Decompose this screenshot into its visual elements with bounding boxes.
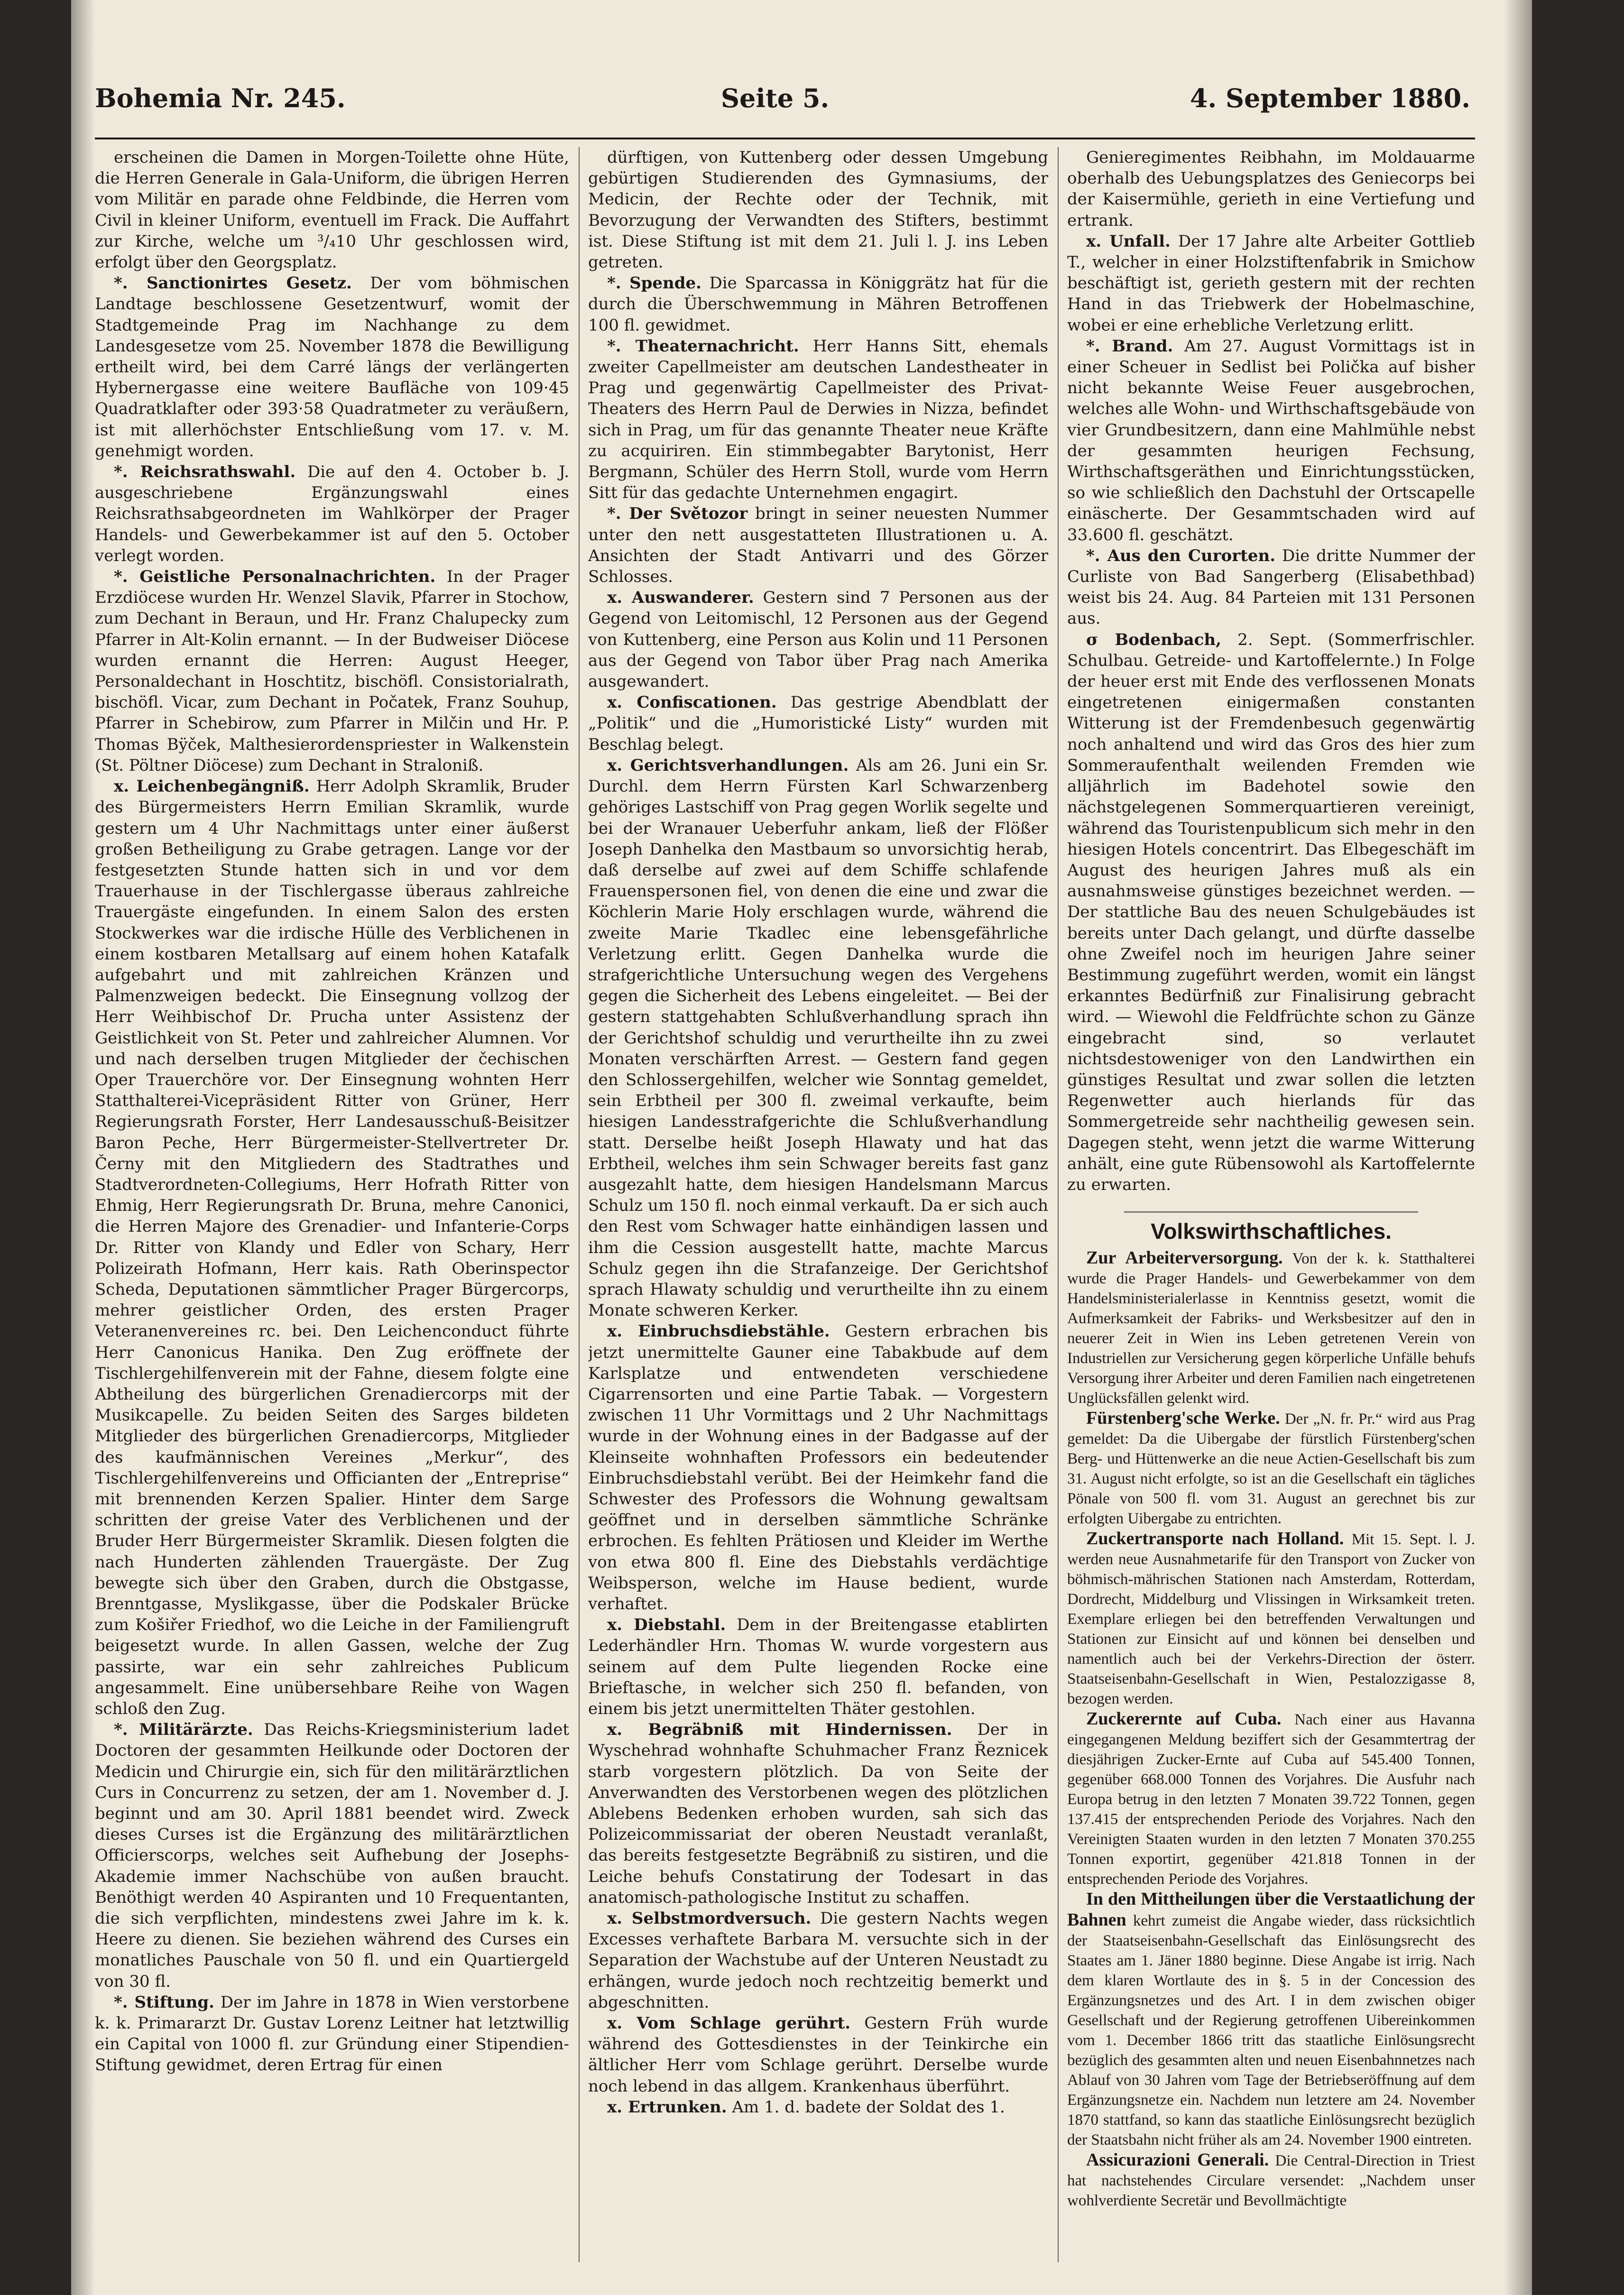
page-header [95,83,1470,121]
article-paragraph [588,2013,1048,2097]
article-text: Herr Hanns Sitt, ehemals zweiter Capellmeister am deutschen Landestheater in Prag und gegenwärtig Capellmeister des Privat-Theaters des Herrn Paul de Derwies in Nizza, befindet sich in Prag, um für das genannte Theater neue Kräfte zu acquiriren. Ein stimmbegabter Barytonist, Herr Bergmann, Schüler des Herrn Stoll, wurde vom Herrn Sitt für das gedachte Unternehmen engagirt. [588,336,1048,503]
article-text: Die gestern Nachts wegen Excesses verhaftete Barbara M. versuchte sich in der Separation der Wachstube auf der Unteren Neustadt zu erhängen, wurde jedoch noch rechtzeitig bemerkt und abgeschnitten. [588,1909,1048,2012]
article-paragraph [588,692,1048,755]
section-divider [1124,1203,1418,1213]
article-heading: x. Unfall. [1086,231,1171,251]
article-heading: x. Auswanderer. [607,588,754,608]
article-paragraph [588,147,1048,273]
article-paragraph [588,1614,1048,1719]
article-text: Am 1. d. badete der Soldat des 1. [732,2097,1005,2117]
article-heading: x. Einbruchsdiebstähle. [607,1322,830,1341]
article-text: Das Reichs-Kriegsministerium ladet Doctoren der gesammten Heilkunde oder Doctoren der Medicin und Chirurgie ein, sich für den militärärztlichen Curs in Concurrenz zu setzen, der am 1. November d. J. beginnt und am 30. April 1881 beendet wird. Zweck dieses Curses ist die Ergänzung des militärärztlichen Officierscorps, welches seit Aufhebung der Josephs-Akademie immer Nachschübe von außen braucht. Benöthigt werden 40 Aspiranten und 10 Frequentanten, die sich verpflichten, mindestens zwei Jahre im k. k. Heere zu dienen. Sie beziehen während des Curses ein monatliches Pauschale von 50 fl. und ein Quartiergeld von 30 fl. [95,1720,569,1991]
article-paragraph [1067,336,1475,545]
article-paragraph [1067,629,1475,1195]
article-heading: *. Spende. [607,274,702,293]
article-heading: x. Leichenbegängniß. [114,777,310,796]
article-heading: *. Reichsrathswahl. [114,462,296,482]
economy-text: Nach einer aus Havanna eingegangenen Meldung beziffert sich der Gesammtertrag der diesjährigen Zucker-Ernte auf Cuba auf 545.400 Tonnen, gegenüber 668.000 Tonnen des Vorjahres. Die Ausfuhr nach Europa betrug in den letzten 7 Monaten 39.722 Tonnen, gegen 137.415 der entsprechenden Periode des Vorjahres. Nach den Vereinigten Staaten wurden in den letzten 7 Monaten 370.255 Tonnen exportirt, gegenüber 421.818 Tonnen in der entsprechenden Periode des Vorjahres. [1067,1711,1475,1888]
page-number: Seite 5. [721,83,830,113]
economy-text: Von der k. k. Statthalterei wurde die Prager Handels- und Gewerbekammer von dem Handelsministerialerlasse in Kenntniss gesetzt, womit die Aufmerksamkeit der Fabriks- und Werksbesitzer auf den in neuerer Zeit in Wien ins Leben getretenen Verein von Industriellen zur Versicherung gegen körperliche Unfälle behufs Versorgung ihrer Arbeiter und deren Familien nach eingetretenen Unglücksfällen gelenkt wird. [1067,1250,1475,1407]
article-paragraph [588,336,1048,504]
article-text: Der 17 Jahre alte Arbeiter Gottlieb T., welcher in einer Holzstiftenfabrik in Smichow beschäftigt ist, gerieth gestern mit der rechten Hand in das Triebwerk der Hobelmaschine, wobei er eine erhebliche Verletzung erlitt. [1067,231,1475,335]
article-heading: *. Geistliche Personalnachrichten. [114,567,436,587]
article-paragraph [95,273,569,461]
article-text: Die auf den 4. October b. J. ausgeschriebene Ergänzungswahl eines Reichsrathsabgeordneten im Wahlkörper der Prager Handels- und Gewerbekammer ist auf den 5. October verlegt worden. [95,462,569,565]
article-heading: *. Theaternachricht. [607,336,799,356]
article-text: 2. Sept. (Sommerfrischler. Schulbau. Getreide- und Kartoffelernte.) In Folge der heuer erst mit Ende des verflossenen Monats eingetretenen einigermaßen constanten Witterung ist der Fremdenbesuch gegenwärtig noch anhaltend und wird das Gros des hier zum Sommeraufenthalt weilenden Fremden wie alljährlich im Badehotel sowie den nächstgelegenen Sommerquartieren vereinigt, während das Touristenpublicum sich mehr in den hiesigen Hotels concentrirt. Das Elbegeschäft im August des heurigen Jahres muß als ein ausnahmsweise günstiges bezeichnet werden. — Der stattliche Bau des neuen Schulgebäudes ist bereits unter Dach gelangt, und dürfte dasselbe ohne Zweifel noch im heurigen Jahre seiner Bestimmung zugeführt werden, womit ein längst erkanntes Bedürfniß zur Finalisirung gebracht wird. — Wiewohl die Feldfrüchte schon zu Gänze eingebracht sind, so verlautet nichtsdestoweniger von den Landwirthen ein günstiges Resultat und zwar sollen die letzten Regenwetter auch hierlands für das Sommergetreide sehr nachtheilig gewesen sein. Dagegen steht, wenn jetzt die warme Witterung anhält, eine gute Rübensowohl als Kartoffelernte zu erwarten. [1067,630,1475,1194]
article-paragraph [588,2097,1048,2118]
article-text: bringt in seiner neuesten Nummer unter den nett ausgestatteten Illustrationen u. A. Ansichten der Stadt Antivarri und des Görzer Schlosses. [588,504,1048,587]
economy-text: kehrt zumeist die Angabe wieder, dass rücksichtlich der Staatseisenbahn-Gesellschaft das Einlösungsrecht des Staates am 1. Jäner 1880 beginne. Diese Angabe ist irrig. Nach dem klaren Wortlaute des in §. 5 in der Concession des Ergänzungsnetzes und des Art. I in dem zwischen obiger Gesellschaft und der Regierung getroffenen Uibereinkommen vom 1. December 1866 tritt das staatliche Einlösungsrecht bezüglich des gesammten alten und neuen Eisenbahnnetzes nach Ablauf von 30 Jahren vom Tage der Betriebseröffnung auf dem Ergänzungsnetze ein. Nachdem nun letztere am 24. November 1870 stattfand, so kann das staatliche Einlösungsrecht bezüglich der Staatsbahn nicht früher als am 24. November 1900 eintreten. [1067,1912,1475,2149]
article-text: Als am 26. Juni ein Sr. Durchl. dem Herrn Fürsten Karl Schwarzenberg gehöriges Lastschiff von Prag gegen Worlik segelte und bei der Wranauer Ueberfuhr ankam, ließ der Flößer Joseph Danhelka den Mastbaum so unvorsichtig herab, daß derselbe auf zwei auf dem Schiffe schlafende Frauenspersonen fiel, von denen die eine und zwar die Köchlerin Marie Holy erschlagen wurde, während die zweite Marie Tkadlec eine lebensgefährliche Verletzung erlitt. Gegen Danhelka wurde die strafgerichtliche Untersuchung wegen des Vergehens gegen die Sicherheit des Lebens eingeleitet. — Bei der gestern stattgehabten Schlußverhandlung sprach ihn der Gerichtshof schuldig und verurtheilte ihn zu zwei Monaten verschärften Arrest. — Gestern fand gegen den Schlossergehilfen, welcher wie Sonntag gemeldet, sein Erbtheil per 300 fl. zweimal verkaufte, beim hiesigen Landesstrafgerichte die Schlußverhandlung statt. Derselbe heißt Joseph Hlawaty und hat das Erbtheil, welches ihm sein Schwager bereits fast ganz ausgezahlt hatte, dem hiesigen Handelsmann Marcus Schulz um 150 fl. noch einmal verkauft. Da er sich auch den Rest vom Schwager hatte einhändigen lassen und ihm die Cession ausgestellt hatte, machte Marcus Schulz gegen ihn die Strafanzeige. Der Gerichtshof sprach Hlawaty schuldig und verurtheilte ihn zu einem Monate schweren Kerker. [588,756,1048,1320]
article-paragraph [588,1321,1048,1614]
economy-heading: In den Mittheilungen über die Verstaatlichung der Bahnen [1067,1889,1475,1930]
article-text: Am 27. August Vormittags ist in einer Scheuer in Sedlist bei Polička auf bisher nicht bekannte Weise Feuer ausgebrochen, welches alle Wohn- und Wirthschaftsgebäude von vier Grundbesitzern, dann eine Mahlmühle nebst der gesammten heurigen Fechsung, Wirthschaftsgeräthen und Einrichtungsstücken, so wie schließlich den Dachstuhl der Ortscapelle einäscherte. Der Gesammtschaden wird auf 33.600 fl. geschätzt. [1067,336,1475,544]
article-text: Gestern erbrachen bis jetzt unermittelte Gauner eine Tabakbude auf dem Karlsplatze und entwendeten verschiedene Cigarrensorten und eine Partie Tabak. — Vorgestern zwischen 11 Uhr Vormittags und 2 Uhr Nachmittags wurde in der Wohnung eines in der Badgasse auf der Kleinseite wohnhaften Professors ein bedeutender Einbruchsdiebstahl verübt. Bei der Heimkehr fand die Schwester des Professors die Wohnung gewaltsam geöffnet und in derselben sämmtliche Schränke erbrochen. Es fehlten Prätiosen und Kleider im Werthe von etwa 800 fl. Eine des Diebstahls verdächtige Weibsperson, welche im Hause bedient, wurde verhaftet. [588,1322,1048,1614]
article-text: Gestern Früh wurde während des Gottesdienstes in der Teinkirche ein ältlicher Herr vom Schlage gerührt. Derselbe wurde noch lebend in das allgem. Krankenhaus überführt. [588,2014,1048,2096]
article-heading: *. Aus den Curorten. [1086,546,1276,565]
article-text: Der vom böhmischen Landtage beschlossene Gesetzentwurf, womit der Stadtgemeinde Prag im Nachhange zu dem Landesgesetze vom 25. November 1878 die Bewilligung ertheilt wird, bei dem Carré längs der verlängerten Hybernergasse eine weitere Baufläche von 109·45 Quadratklafter oder 393·58 Quadratmeter zu veräußern, ist mit allerhöchster Entschließung vom 17. v. M. genehmigt worden. [95,274,569,461]
article-text: Genieregimentes Reibhahn, im Moldauarme oberhalb des Uebungsplatzes des Geniecorps bei der Kaisermühle, gerieth in eine Vertiefung und ertrank. [1067,148,1475,230]
article-paragraph [1067,231,1475,336]
article-heading: x. Begräbniß mit Hindernissen. [607,1720,952,1740]
article-text: Der in Wyschehrad wohnhafte Schuhmacher Franz Řeznicek starb vorgestern plötzlich. Da von Seite der Anverwandten des Verstorbenen wegen des plötzlichen Ablebens Bedenken erhoben wurden, sah sich das Polizeicommissariat der oberen Neustadt veranlaßt, das bereits festgesetzte Begräbniß zu sistiren, und die Leiche behufs Constatirung der Todesart in das anatomisch-pathologische Institut zu schaffen. [588,1720,1048,1907]
article-text: Das gestrige Abendblatt der „Politik“ und die „Humoristické Listy“ wurden mit Beschlag belegt. [588,693,1048,754]
article-heading: *. Der Světozor [607,504,748,524]
article-paragraph [588,755,1048,1321]
article-paragraph [588,273,1048,336]
economy-paragraph [1067,1709,1475,1889]
article-heading: *. Brand. [1086,336,1173,356]
column-2 [588,147,1048,2262]
economy-paragraph [1067,1529,1475,1709]
article-text: Gestern sind 7 Personen aus der Gegend von Leitomischl, 12 Personen aus der Gegend von Kuttenberg, eine Person aus Kolin und 11 Personen aus der Gegend von Tabor über Prag nach Amerika ausgewandert. [588,588,1048,691]
article-heading: x. Diebstahl. [607,1615,726,1635]
economy-heading: Zur Arbeiterversorgung. [1086,1248,1283,1268]
economy-text: Mit 15. Sept. l. J. werden neue Ausnahmetarife für den Transport von Zucker von böhmisch-mährischen Stationen nach Amsterdam, Rotterdam, Dordrecht, Middelburg und Vlissingen in Wirksamkeit treten. Exemplare erliegen bei den betreffenden Verwaltungen und Stationen zur Einsicht auf und können bei denselben und namentlich auch bei der Verkehrs-Direction der österr. Staatseisenbahn-Gesellschaft in Wien, Pestalozzigasse 8, bezogen werden. [1067,1531,1475,1708]
masthead-issue: Bohemia Nr. 245. [95,83,346,113]
article-text: Die dritte Nummer der Curliste von Bad Sangerberg (Elisabethbad) weist bis 24. Aug. 84 Parteien mit 131 Personen aus. [1067,546,1475,628]
economy-heading: Zuckertransporte nach Holland. [1086,1529,1344,1549]
article-text: Der im Jahre in 1878 in Wien verstorbene k. k. Primararzt Dr. Gustav Lorenz Leitner hat letztwillig ein Capital von 1000 fl. zur Gründung einer Stipendien-Stiftung gewidmet, deren Ertrag für einen [95,1992,569,2075]
economy-heading: Zuckerernte auf Cuba. [1086,1709,1282,1729]
article-heading: x. Confiscationen. [607,693,777,712]
article-heading: x. Selbstmordversuch. [607,1909,812,1928]
page-fold-shadow [71,0,95,2295]
article-paragraph [95,147,569,273]
article-text: Herr Adolph Skramlik, Bruder des Bürgermeisters Herrn Emilian Skramlik, wurde gestern um 4 Uhr Nachmittags unter einer äußerst großen Betheiligung zu Grabe getragen. Lange vor der festgesetzten Stunde hatten sich in und vor dem Trauerhause in der Tischlergasse überaus zahlreiche Trauergäste eingefunden. In einem Salon des ersten Stockwerkes war die irdische Hülle des Verblichenen in einem kostbaren Metallsarg auf einem hohen Katafalk aufgebahrt und mit zahlreichen Kränzen und Palmenzweigen bedeckt. Die Einsegnung vollzog der Herr Weihbischof Dr. Prucha unter Assistenz der Geistlichkeit von St. Peter und zahlreicher Alumnen. Vor und nach derselben trugen Mitglieder der čechischen Oper Trauerchöre vor. Der Einsegnung wohnten Herr Statthalterei-Vicepräsident Ritter von Grüner, Herr Regierungsrath Forster, Herr Landesausschuß-Beisitzer Baron Peche, Herr Bürgermeister-Stellvertreter Dr. Černy mit den Mitgliedern des Stadtrathes und Stadtverordneten-Collegiums, Herr Hofrath Ritter von Ehmig, Herr Regierungsrath Dr. Bruna, mehre Canonici, die Herren Majore des Grenadier- und Infanterie-Corps Dr. Ritter von Klandy und Edler von Schary, Herr Polizeirath Hofmann, Herr kais. Rath Oberinspector Scheda, Deputationen sämmtlicher Prager Bürgercorps, mehrer geistlicher Orden, des ersten Prager Veteranenvereines rc. bei. Den Leichenconduct führte Herr Canonicus Hanika. Den Zug eröffnete der Tischlergehilfenverein mit der Fahne, diesem folgte eine Abtheilung des bürgerlichen Grenadiercorps mit der Musikcapelle. Zu beiden Seiten des Sarges bildeten Mitglieder des bürgerlichen Grenadiercorps, Mitglieder des kaufmännischen Vereines „Merkur“, des Tischlergehilfenvereins und Officianten der „Entreprise“ mit brennenden Kerzen Spalier. Hinter dem Sarge schritten der greise Vater des Verblichenen und der Bruder Herr Bürgermeister Skramlik. Diesen folgten die nach Hunderten zählenden Trauergäste. Der Zug bewegte sich über den Graben, durch die Obstgasse, Brenntgasse, Myslikgasse, über die Podskaler Brücke zum Košiřer Friedhof, wo die Leiche in der Familiengruft beigesetzt wurde. In allen Gassen, welche der Zug passirte, war ein sehr zahlreiches Publicum angesammelt. Eine unübersehbare Reihe von Wagen schloß den Zug. [95,777,569,1719]
article-heading: *. Militärärzte. [114,1720,253,1740]
economy-text: Der „N. fr. Pr.“ wird aus Prag gemeldet: Da die Uibergabe der fürstlich Fürstenberg'schen Berg- und Hüttenwerke an die neue Actien-Gesellschaft bis zum 31. August nicht erfolgte, so ist an die Gesellschaft ein tägliches Pönale von 500 fl. vom 31. August an gerechnet bis zur erfolgten Uibergabe zu entrichten. [1067,1410,1475,1528]
article-paragraph [1067,545,1475,629]
economy-text: Die Central-Direction in Triest hat nachstehendes Circulare versendet: „Nachdem unser wohlverdiente Secretär und Bevollmächtigte [1067,2152,1475,2210]
article-heading: *. Stiftung. [114,1992,215,2012]
article-paragraph [95,461,569,566]
article-paragraph [588,1908,1048,2013]
economy-paragraph [1067,1408,1475,1529]
economy-heading: Assicurazioni Generali. [1086,2150,1269,2170]
header-rule [95,138,1475,139]
economy-heading: Fürstenberg'sche Werke. [1086,1408,1280,1429]
issue-date: 4. September 1880. [1190,83,1470,113]
article-heading: *. Sanctionirtes Gesetz. [114,274,352,293]
economy-paragraph [1067,1889,1475,2150]
column-1 [95,147,569,2262]
economy-paragraph [1067,2150,1475,2211]
article-text: dürftigen, von Kuttenberg oder dessen Umgebung gebürtigen Studierenden des Gymnasiums, der Medicin, der Rechte oder der Technik, mit Bevorzugung der Verwandten des Stifters, bestimmt ist. Diese Stiftung ist mit dem 21. Juli l. J. ins Leben getreten. [588,148,1048,272]
article-paragraph [588,1719,1048,1908]
section-title: Volkswirthschaftliches. [1151,1219,1392,1244]
article-paragraph [588,587,1048,692]
article-heading: x. Gerichtsverhandlungen. [607,756,849,775]
economy-section [1067,1248,1475,2211]
article-heading: σ Bodenbach, [1086,630,1221,649]
article-text: Dem in der Breitengasse etablirten Lederhändler Hrn. Thomas W. wurde vorgestern aus seinem auf dem Pulte liegenden Rocke eine Brieftasche, in welcher sich 250 fl. befanden, von einem bis jetzt unermittelten Thäter gestohlen. [588,1615,1048,1719]
article-text: In der Prager Erzdiöcese wurden Hr. Wenzel Slavik, Pfarrer in Stochow, zum Dechant in Beraun, und Hr. Franz Chalupecky zum Pfarrer in Alt-Kolin ernannt. — In der Budweiser Diöcese wurden ernannt die Herren: August Heeger, Personaldechant in Hoschtitz, bischöfl. Consistorialrath, bischöfl. Vicar, zum Dechant in Počatek, Franz Souhup, Pfarrer in Schebirow, zum Pfarrer in Milčin und Hr. P. Thomas Bÿček, Malthesierordenspriester in Walkenstein (St. Pöltner Diöcese) zum Dechant in Straloniß. [95,567,569,775]
article-text: Die Sparcassa in Königgrätz hat für die durch die Überschwemmung in Mähren Betroffenen 100 fl. gewidmet. [588,274,1048,335]
article-paragraph [1067,147,1475,231]
column-rule [579,147,580,2262]
page-edge-shadow [1504,0,1532,2295]
article-paragraph [588,503,1048,587]
article-paragraph [95,1719,569,1992]
article-paragraph [95,566,569,776]
article-heading: x. Ertrunken. [607,2097,727,2117]
article-heading: x. Vom Schlage gerührt. [607,2014,851,2033]
column-rule [1058,147,1059,2262]
economy-paragraph [1067,1248,1475,1408]
article-paragraph [95,776,569,1719]
article-text: erscheinen die Damen in Morgen-Toilette ohne Hüte, die Herren Generale in Gala-Uniform, die übrigen Herren vom Militär en parade ohne Feldbinde, die Herren vom Civil in kleiner Uniform, eventuell im Frack. Die Auffahrt zur Kirche, welche um ³/₄10 Uhr geschlossen wird, erfolgt über den Georgsplatz. [95,148,569,272]
column-3 [1067,147,1475,2262]
article-paragraph [95,1992,569,2076]
